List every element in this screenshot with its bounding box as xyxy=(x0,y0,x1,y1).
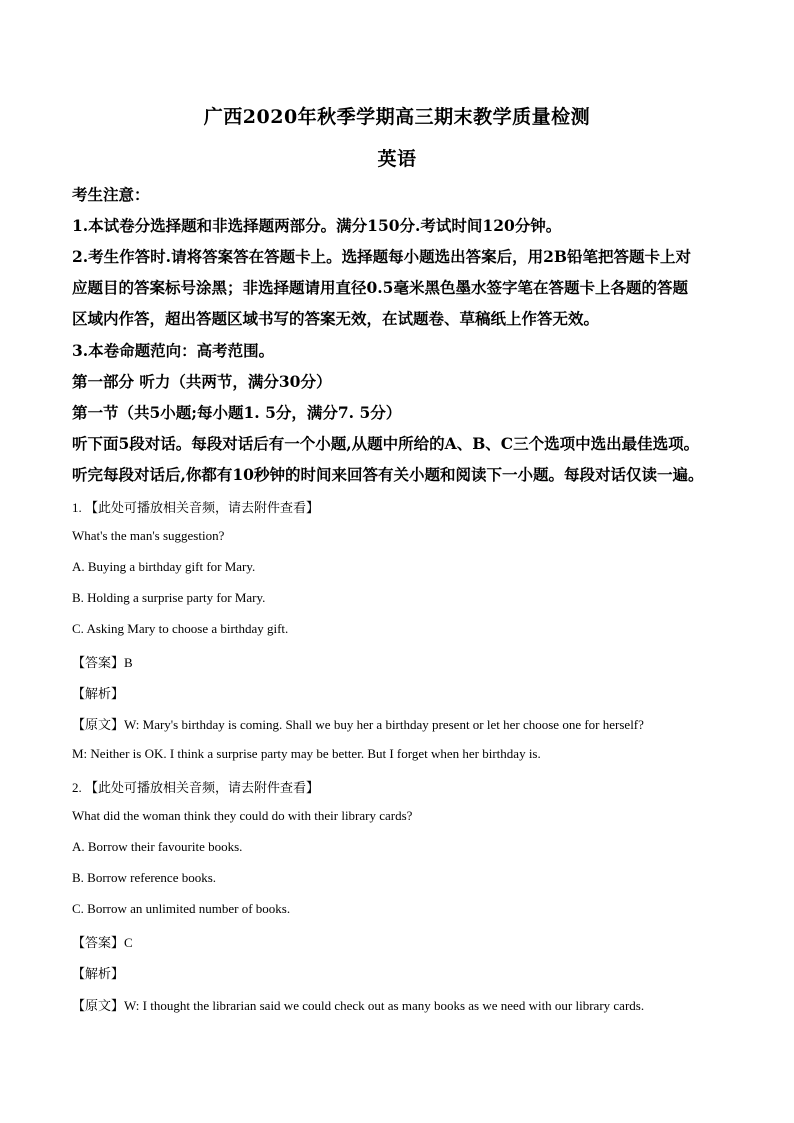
instructions-line: 听下面5段对话。每段对话后有一个小题,从题中所给的A、B、C三个选项中选出最佳选项。 xyxy=(72,434,700,453)
transcript-line: 【原文】W: Mary's birthday is coming. Shall we buy her a birthday present or let her choose one for herself? xyxy=(72,717,644,732)
option-c: C. Asking Mary to choose a birthday gift. xyxy=(72,621,289,636)
option-c: C. Borrow an unlimited number of books. xyxy=(72,901,291,916)
notice-item: 2.考生作答时.请将答案答在答题卡上。选择题每小题选出答案后，用2B铅笔把答题卡上对 xyxy=(72,247,691,266)
section-title: 第一节（共5小题;每小题1. 5分，满分7. 5分） xyxy=(72,403,402,422)
transcript-line: M: Neither is OK. I think a surprise party may be better. But I forget when her birthday is. xyxy=(72,746,541,761)
question-stem: What's the man's suggestion? xyxy=(72,528,225,543)
option-b: B. Borrow reference books. xyxy=(72,870,217,885)
transcript-line: 【原文】W: I thought the librarian said we could check out as many books as we need with our library cards. xyxy=(72,998,645,1013)
notice-item: 应题目的答案标号涂黑；非选择题请用直径0.5毫米黑色墨水签字笔在答题卡上各题的答题 xyxy=(72,278,688,297)
answer-label: 【答案】C xyxy=(72,935,133,950)
answer-label: 【答案】B xyxy=(72,655,133,670)
instructions-line: 听完每段对话后,你都有10秒钟的时间来回答有关小题和阅读下一小题。每段对话仅读一遍。 xyxy=(72,465,704,484)
question-audio-link[interactable]: 2. 【此处可播放相关音频，请去附件查看】 xyxy=(72,780,320,795)
notice-item: 1.本试卷分选择题和非选择题两部分。满分150分.考试时间120分钟。 xyxy=(72,216,562,235)
option-b: B. Holding a surprise party for Mary. xyxy=(72,590,266,605)
analysis-label: 【解析】 xyxy=(72,966,125,981)
part-title: 第一部分 听力（共两节，满分30分） xyxy=(72,372,332,391)
notice-item: 区域内作答，超出答题区域书写的答案无效，在试题卷、草稿纸上作答无效。 xyxy=(72,309,600,328)
subject-title: 英语 xyxy=(377,148,417,170)
exam-title: 广西2020年秋季学期高三期末教学质量检测 xyxy=(203,106,591,128)
question-stem: What did the woman think they could do with their library cards? xyxy=(72,808,413,823)
option-a: A. Borrow their favourite books. xyxy=(72,839,243,854)
option-a: A. Buying a birthday gift for Mary. xyxy=(72,559,256,574)
notice-heading: 考生注意： xyxy=(72,185,150,204)
question-audio-link[interactable]: 1. 【此处可播放相关音频，请去附件查看】 xyxy=(72,500,320,515)
notice-item: 3.本卷命题范向：高考范围。 xyxy=(72,341,275,360)
analysis-label: 【解析】 xyxy=(72,686,125,701)
